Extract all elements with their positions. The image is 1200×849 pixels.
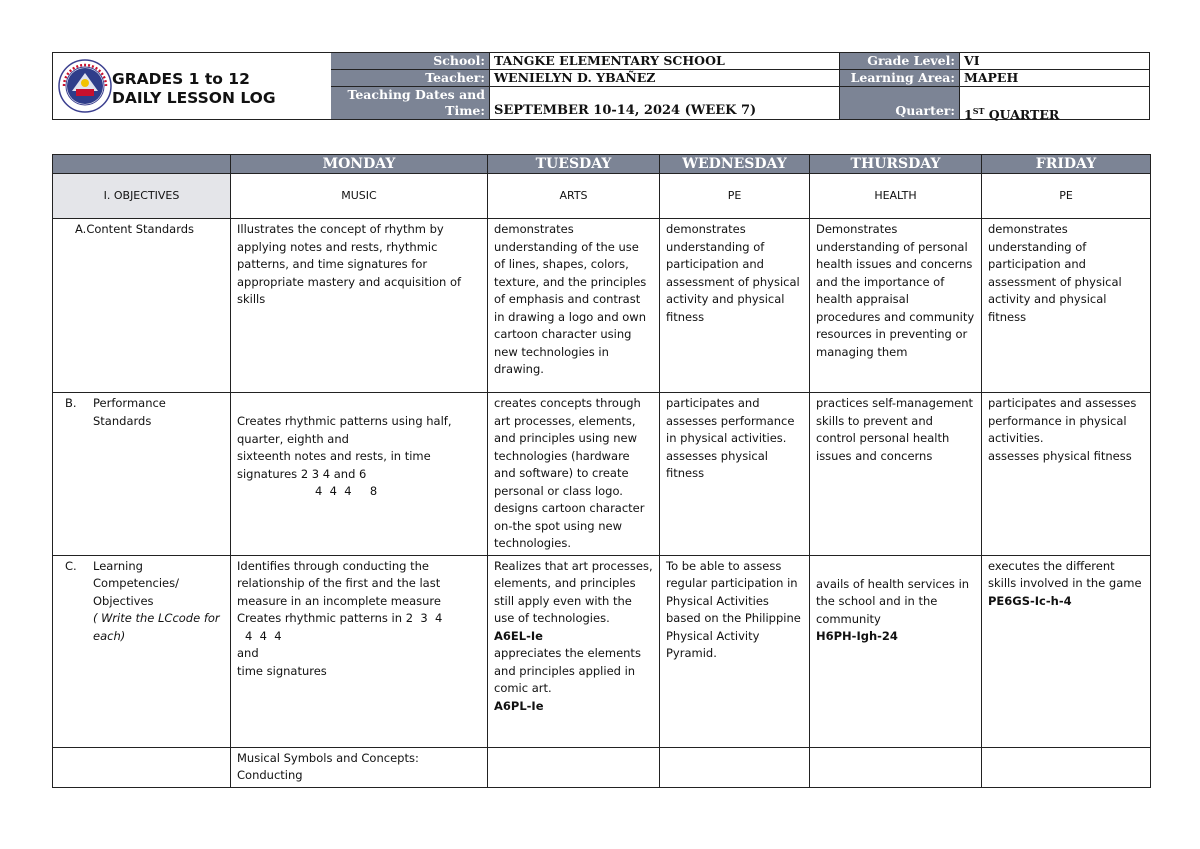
content-standard-wednesday: demonstrates understanding of participation and assessment of physical activity and physical fitness <box>660 219 810 393</box>
learning-area-value: MAPEH <box>964 70 1019 85</box>
quarter-label: Quarter: <box>840 87 960 119</box>
learning-competencies-text: Learning Competencies/ Objectives <box>93 558 179 608</box>
content-wednesday <box>660 747 810 787</box>
subject-tuesday: ARTS <box>488 174 660 219</box>
learning-area-label: Learning Area: <box>840 70 960 86</box>
title-line-2: DAILY LESSON LOG <box>112 89 276 107</box>
teacher-label: Teacher: <box>331 70 490 86</box>
days-header-row <box>53 155 1151 174</box>
day-monday: MONDAY <box>231 155 488 174</box>
content-row <box>53 747 1151 787</box>
lc-monday-4: and <box>237 646 259 660</box>
lc-friday-code: PE6GS-Ic-h-4 <box>988 593 1072 608</box>
header-title-block <box>53 53 332 119</box>
ps-monday-line1: Creates rhythmic patterns using half, quarter, eighth and <box>237 414 452 446</box>
ps-wednesday-2: assesses physical fitness <box>666 448 768 480</box>
quarter-number: 1 <box>964 107 973 122</box>
objectives-label: I. OBJECTIVES <box>53 174 231 219</box>
days-header-blank <box>53 155 231 174</box>
lc-thursday-code: H6PH-Igh-24 <box>816 629 898 643</box>
ps-monday-line2: sixteenth notes and rests, in time signatures 2 3 4 and 6 <box>237 449 431 481</box>
content-standards-label <box>53 219 231 393</box>
teaching-dates-label-line2: Time: <box>445 103 485 118</box>
performance-standards-num: B. <box>65 396 77 410</box>
document-title <box>112 70 276 108</box>
school-value: TANGKE ELEMENTARY SCHOOL <box>490 53 840 69</box>
content-standard-friday: demonstrates understanding of participation and assessment of physical activity and physical fitness <box>982 219 1151 393</box>
quarter-rest: QUARTER <box>984 107 1060 122</box>
content-thursday <box>810 747 982 787</box>
subject-wednesday: PE <box>660 174 810 219</box>
school-label: School: <box>331 53 490 69</box>
quarter-value <box>960 87 1149 122</box>
grade-level-label: Grade Level: <box>840 53 960 69</box>
performance-standard-tuesday: creates concepts through art processes, elements, and principles using new technologies (hardware and software) to create personal or class logo. designs cartoon character on-the spot using new technologies. <box>488 393 660 556</box>
performance-standards-row <box>53 393 1151 556</box>
lc-monday-1: Identifies through conducting the relationship of the first and the last measure in an incomplete measure <box>237 558 441 608</box>
subject-thursday: HEALTH <box>810 174 982 219</box>
ps-monday-line3: 4 4 4 8 <box>315 484 378 498</box>
subject-monday: MUSIC <box>231 174 488 219</box>
lc-tuesday-1: Realizes that art processes, elements, and principles still apply even with the use of technologies. <box>494 558 653 625</box>
performance-standards-label <box>53 393 231 556</box>
day-wednesday: WEDNESDAY <box>660 155 810 174</box>
content-monday: Musical Symbols and Concepts: Conducting <box>231 747 488 787</box>
performance-standard-friday <box>982 393 1151 556</box>
content-tuesday <box>488 747 660 787</box>
teaching-dates-label-line1: Teaching Dates and <box>347 87 485 102</box>
content-row-label <box>53 747 231 787</box>
learning-competency-wednesday: To be able to assess regular participation in Physical Activities based on the Philippine Physical Activity Pyramid. <box>660 555 810 747</box>
lc-monday-5: time signatures <box>237 663 327 678</box>
performance-standard-thursday: practices self-management skills to prevent and control personal health issues and concerns <box>810 393 982 556</box>
learning-competency-monday <box>231 555 488 747</box>
grade-level-value: VI <box>964 53 980 68</box>
learning-competency-tuesday <box>488 555 660 747</box>
teaching-dates-value: SEPTEMBER 10-14, 2024 (WEEK 7) <box>490 87 840 119</box>
header-info-grid <box>331 53 1149 122</box>
content-standards-text: Content Standards <box>86 222 195 236</box>
day-tuesday: TUESDAY <box>488 155 660 174</box>
content-standard-thursday: Demonstrates understanding of personal health issues and concerns and the importance of health appraisal procedures and community resources in preventing or managing them <box>810 219 982 393</box>
ps-wednesday-1: participates and assesses performance in physical activities. <box>666 396 795 445</box>
subject-friday: PE <box>982 174 1151 219</box>
ps-friday-1: participates and assesses performance in physical activities. <box>988 396 1137 445</box>
learning-competency-thursday <box>810 555 982 747</box>
lc-tuesday-code-2: A6PL-Ie <box>494 698 544 713</box>
content-friday <box>982 747 1151 787</box>
lc-code-note: ( Write the LCcode for each) <box>93 611 220 643</box>
lc-monday-2: Creates rhythmic patterns in 2 3 4 <box>237 611 443 625</box>
teaching-dates-label <box>331 87 490 119</box>
learning-competencies-label <box>53 555 231 747</box>
content-standard-monday: Illustrates the concept of rhythm by applying notes and rests, rhythmic patterns, and time signatures for appropriate mastery and acquisition of skills <box>231 219 488 393</box>
objectives-row <box>53 174 1151 219</box>
lesson-log-header <box>52 52 1150 120</box>
lc-friday-1: executes the different skills involved in the game <box>988 558 1142 590</box>
learning-competencies-row <box>53 555 1151 747</box>
lc-tuesday-2: appreciates the elements and principles applied in comic art. <box>494 646 641 695</box>
teacher-value: WENIELYN D. YBAÑEZ <box>490 70 840 86</box>
lc-thursday-1: avails of health services in the school and in the community <box>816 576 970 626</box>
content-standard-tuesday: demonstrates understanding of the use of lines, shapes, colors, texture, and the principles of emphasis and contrast in drawing a logo and own cartoon character using new technologies in drawing. <box>488 219 660 393</box>
learning-competency-friday <box>982 555 1151 747</box>
daily-lesson-log-table <box>52 154 1151 788</box>
content-standards-row <box>53 219 1151 393</box>
performance-standard-monday <box>231 393 488 556</box>
lc-monday-3: 4 4 4 <box>245 628 282 643</box>
deped-seal-icon <box>58 59 112 113</box>
performance-standards-text: Performance Standards <box>93 396 166 428</box>
content-standards-num: A. <box>75 222 87 236</box>
learning-competencies-num: C. <box>65 558 77 573</box>
lc-tuesday-code-1: A6EL-Ie <box>494 628 543 643</box>
ps-friday-2: assesses physical fitness <box>988 448 1132 463</box>
quarter-superscript: ST <box>972 106 985 116</box>
performance-standard-wednesday <box>660 393 810 556</box>
title-line-1: GRADES 1 to 12 <box>112 70 250 88</box>
day-thursday: THURSDAY <box>810 155 982 174</box>
day-friday: FRIDAY <box>982 155 1151 174</box>
